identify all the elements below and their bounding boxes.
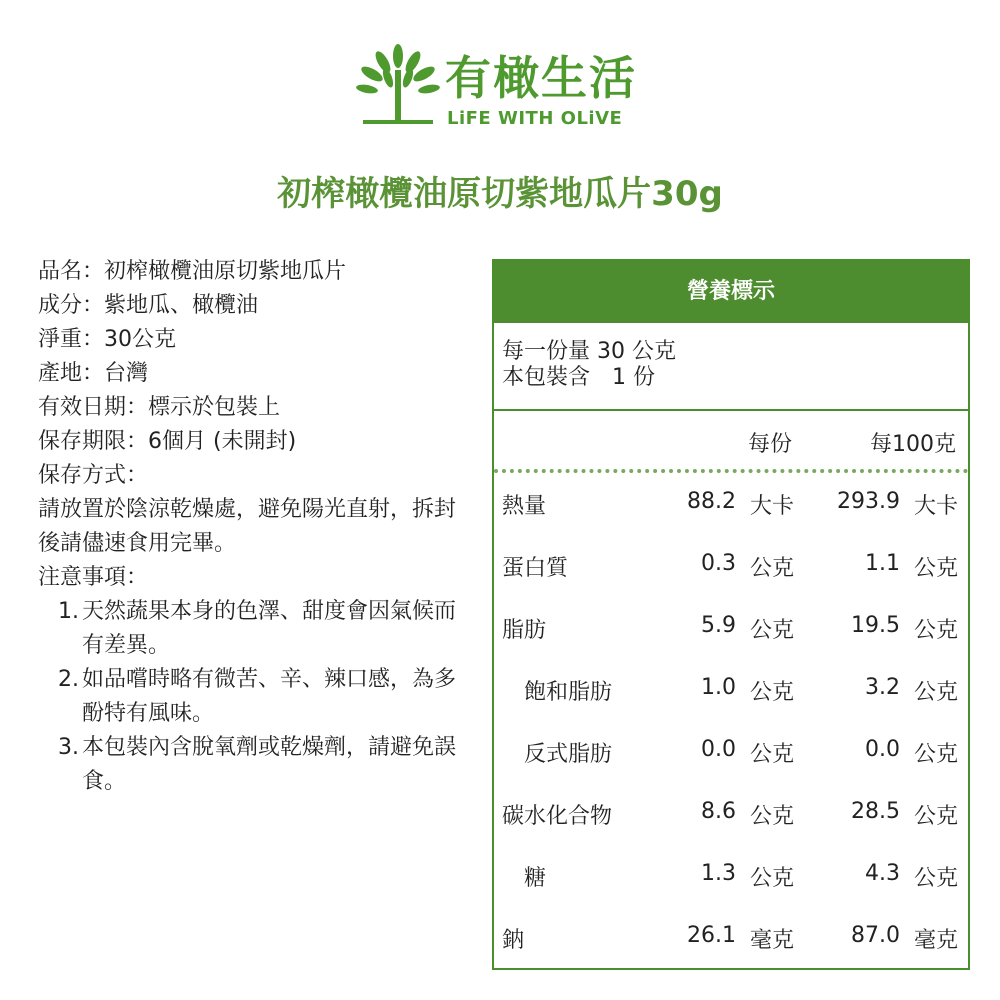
divider (494, 409, 968, 411)
info-shelf-life: 保存期限：6個月 (未開封) (38, 429, 297, 454)
unit-per-serving: 毫克 (750, 928, 795, 953)
unit-per-serving: 公克 (750, 680, 795, 705)
unit-per-serving: 公克 (750, 556, 795, 581)
note-number: 1. (58, 599, 79, 624)
olive-tree-icon (355, 42, 441, 130)
value-per-100g: 28.5 (851, 799, 900, 824)
nutrient-name: 鈉 (502, 928, 525, 953)
value-per-serving: 5.9 (701, 613, 736, 638)
brand-name-cn: 有橄生活 (445, 51, 637, 105)
unit-per-serving: 公克 (750, 618, 795, 643)
nutrient-name: 蛋白質 (502, 556, 569, 581)
list-item (38, 595, 458, 663)
info-name: 品名：初榨橄欖油原切紫地瓜片 (38, 259, 347, 284)
unit-per-100g: 公克 (914, 742, 959, 767)
unit-per-100g: 公克 (914, 804, 959, 829)
value-per-serving: 0.0 (701, 737, 736, 762)
value-per-100g: 19.5 (851, 613, 900, 638)
info-storage-label: 保存方式： (38, 463, 149, 488)
table-row (494, 731, 968, 771)
nutrient-name: 反式脂肪 (524, 742, 613, 767)
brand-name-en: LiFE WITH OLiVE (447, 108, 623, 129)
value-per-serving: 88.2 (687, 489, 736, 514)
brand-logo (355, 42, 645, 134)
divider (494, 469, 968, 473)
info-notes-label: 注意事項： (38, 565, 149, 590)
nutrient-name: 糖 (524, 866, 547, 891)
value-per-100g: 293.9 (837, 489, 900, 514)
table-row (494, 669, 968, 709)
list-item (38, 731, 458, 799)
col-per-serving: 每份 (748, 432, 793, 457)
table-row (494, 607, 968, 647)
unit-per-100g: 大卡 (914, 494, 959, 519)
info-storage-text: 請放置於陰涼乾燥處，避免陽光直射，拆封後請儘速食用完畢。 (38, 497, 457, 556)
servings-per-pack: 本包裝含 1 份 (502, 365, 655, 390)
nutrient-name: 碳水化合物 (502, 804, 613, 829)
unit-per-100g: 公克 (914, 680, 959, 705)
table-row (494, 917, 968, 957)
unit-per-100g: 公克 (914, 866, 959, 891)
table-row (494, 545, 968, 585)
value-per-100g: 1.1 (865, 551, 900, 576)
note-number: 2. (58, 667, 79, 692)
product-info (38, 255, 458, 799)
value-per-serving: 8.6 (701, 799, 736, 824)
note-text: 本包裝內含脫氧劑或乾燥劑，請避免誤食。 (82, 735, 457, 794)
serving-info (502, 339, 676, 391)
info-net-weight: 淨重：30公克 (38, 327, 176, 352)
unit-per-100g: 毫克 (914, 928, 959, 953)
nutrition-header: 營養標示 (494, 261, 968, 323)
serving-size: 每一份量 30 公克 (502, 339, 676, 364)
value-per-serving: 26.1 (687, 923, 736, 948)
value-per-100g: 87.0 (851, 923, 900, 948)
value-per-serving: 1.3 (701, 861, 736, 886)
table-row (494, 793, 968, 833)
info-origin: 產地：台灣 (38, 361, 149, 386)
value-per-100g: 4.3 (865, 861, 900, 886)
nutrient-name: 熱量 (502, 494, 547, 519)
table-row (494, 483, 968, 523)
product-title: 初榨橄欖油原切紫地瓜片30g (277, 174, 723, 214)
unit-per-serving: 大卡 (750, 494, 795, 519)
info-expiry: 有效日期：標示於包裝上 (38, 395, 281, 420)
info-ingredients: 成分：紫地瓜、橄欖油 (38, 293, 259, 318)
col-per-100g: 每100克 (870, 432, 956, 457)
value-per-100g: 3.2 (865, 675, 900, 700)
note-text: 天然蔬果本身的色澤、甜度會因氣候而有差異。 (82, 599, 457, 658)
unit-per-100g: 公克 (914, 618, 959, 643)
nutrient-name: 脂肪 (502, 618, 547, 643)
unit-per-serving: 公克 (750, 866, 795, 891)
notes-list (38, 595, 458, 799)
note-text: 如品嚐時略有微苦、辛、辣口感，為多酚特有風味。 (82, 667, 457, 726)
nutrient-name: 飽和脂肪 (524, 680, 613, 705)
value-per-serving: 0.3 (701, 551, 736, 576)
list-item (38, 663, 458, 731)
table-row (494, 855, 968, 895)
unit-per-100g: 公克 (914, 556, 959, 581)
unit-per-serving: 公克 (750, 804, 795, 829)
value-per-100g: 0.0 (865, 737, 900, 762)
nutrition-table (492, 259, 970, 970)
unit-per-serving: 公克 (750, 742, 795, 767)
value-per-serving: 1.0 (701, 675, 736, 700)
note-number: 3. (58, 735, 79, 760)
